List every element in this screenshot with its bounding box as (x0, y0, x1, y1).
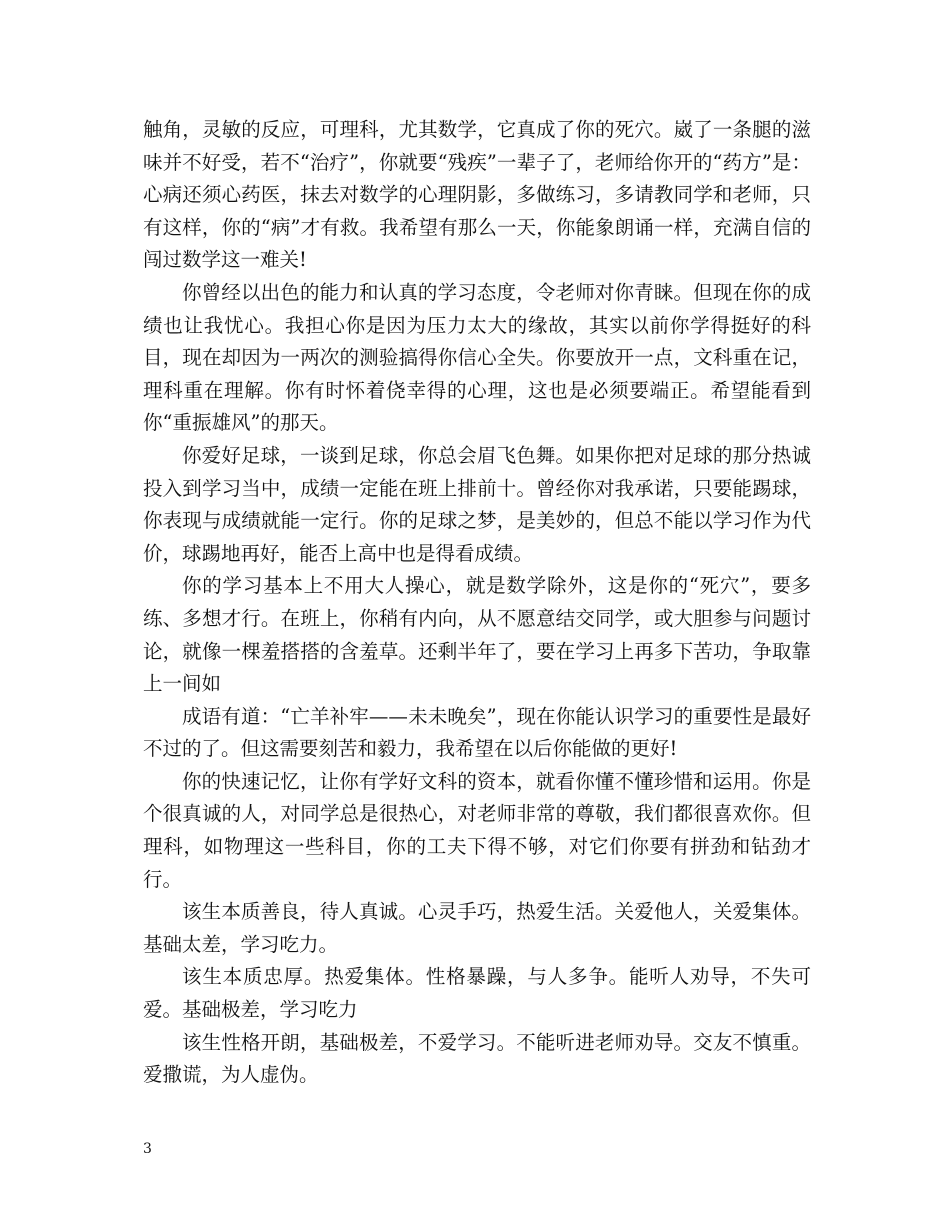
document-body (143, 114, 811, 1092)
page-number: 3 (143, 1141, 152, 1157)
paragraph-8: 该生本质忠厚。热爱集体。性格暴躁，与人多争。能听人劝导，不失可爱。基础极差，学习吃力 (143, 965, 811, 1022)
paragraph-3: 你爱好足球，一谈到足球，你总会眉飞色舞。如果你把对足球的那分热诚投入到学习当中，成绩一定能在班上排前十。曾经你对我承诺，只要能踢球，你表现与成绩就能一定行。你的足球之梦，是美妙的，但总不能以学习作为代价，球踢地再好，能否上高中也是得看成绩。 (143, 443, 811, 565)
paragraph-5: 成语有道：“亡羊补牢——未未晚矣”，现在你能认识学习的重要性是最好不过的了。但这需要刻苦和毅力，我希望在以后你能做的更好! (143, 704, 811, 761)
paragraph-7: 该生本质善良，待人真诚。心灵手巧，热爱生活。关爱他人，关爱集体。 基础太差，学习吃力。 (143, 900, 811, 956)
paragraph-2: 你曾经以出色的能力和认真的学习态度，令老师对你青睐。但现在你的成绩也让我忧心。我担心你是因为压力太大的缘故，其实以前你学得挺好的科目，现在却因为一两次的测验搞得你信心全失。你要放开一点，文科重在记，理科重在理解。你有时怀着侥幸得的心理，这也是必须要端正。希望能看到你“重振雄风”的那天。 (143, 280, 811, 435)
paragraph-1: 触角，灵敏的反应，可理科，尤其数学，它真成了你的死穴。崴了一条腿的滋味并不好受，若不“治疗”，你就要“残疾”一辈子了，老师给你开的“药方”是：心病还须心药医，抹去对数学的心理阴影，多做练习，多请教同学和老师，只有这样，你的“病”才有救。我希望有那么一天，你能象朗诵一样，充满自信的闯过数学这一难关! (143, 118, 811, 272)
paragraph-9: 该生性格开朗，基础极差，不爱学习。不能听进老师劝导。交友不慎重。爱撒谎，为人虚伪。 (143, 1030, 811, 1087)
paragraph-6: 你的快速记忆，让你有学好文科的资本，就看你懂不懂珍惜和运用。你是个很真诚的人，对同学总是很热心，对老师非常的尊敬，我们都很喜欢你。但理科，如物理这一些科目，你的工夫下得不够，对它们你要有拼劲和钻劲才行。 (143, 769, 811, 891)
paragraph-4: 你的学习基本上不用大人操心，就是数学除外，这是你的“死穴”，要多练、多想才行。在班上，你稍有内向，从不愿意结交同学，或大胆参与问题讨论，就像一棵羞搭搭的含羞草。还剩半年了，要在学习上再多下苦功，争取靠上一间如 (143, 574, 811, 696)
